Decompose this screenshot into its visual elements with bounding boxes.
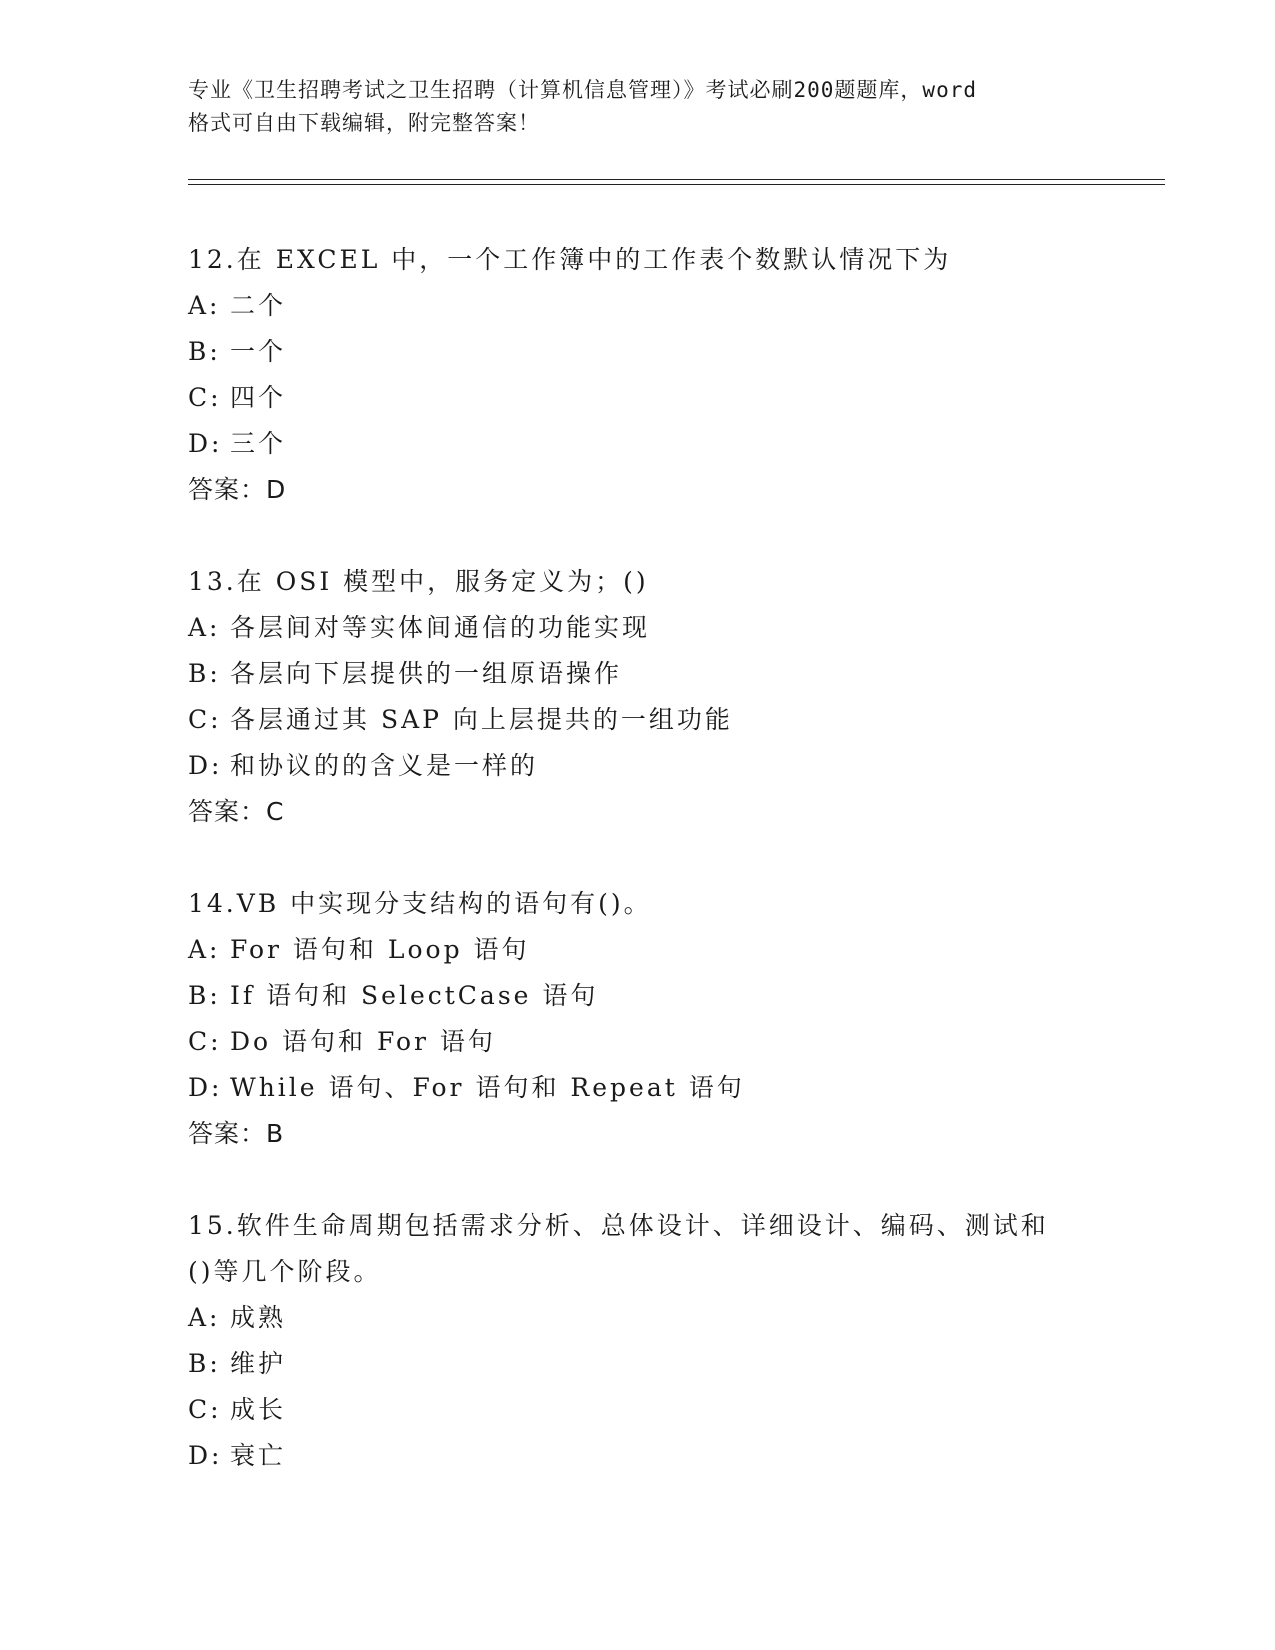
question-stem: 12.在 EXCEL 中，一个工作簿中的工作表个数默认情况下为 <box>188 245 952 274</box>
option-letter: C: <box>188 705 222 734</box>
option-text: 维护 <box>230 1349 287 1378</box>
header-divider-bottom <box>188 184 1165 185</box>
option-letter: D: <box>188 1441 223 1470</box>
option-c <box>188 375 1148 421</box>
question-stem: 13.在 OSI 模型中，服务定义为；() <box>188 567 649 596</box>
option-text: While 语句、For 语句和 Repeat 语句 <box>230 1073 745 1102</box>
option-d <box>188 421 1148 467</box>
option-letter: A: <box>188 935 221 964</box>
option-letter: C: <box>188 1027 222 1056</box>
option-d <box>188 743 1148 789</box>
answer: 答案：D <box>188 475 287 504</box>
answer: 答案：B <box>188 1119 285 1148</box>
option-letter: C: <box>188 1395 222 1424</box>
option-d <box>188 1065 1148 1111</box>
option-letter: A: <box>188 613 221 642</box>
option-text: 一个 <box>230 337 287 366</box>
question-14 <box>188 881 1148 1157</box>
option-text: If 语句和 SelectCase 语句 <box>230 981 599 1010</box>
option-letter: A: <box>188 291 221 320</box>
option-a <box>188 1295 1148 1341</box>
option-letter: B: <box>188 337 221 366</box>
option-letter: B: <box>188 659 221 688</box>
option-letter: A: <box>188 1303 221 1332</box>
answer: 答案：C <box>188 797 285 826</box>
header-divider-top <box>188 179 1165 180</box>
option-text: 二个 <box>230 291 287 320</box>
option-text: 四个 <box>230 383 287 412</box>
option-text: 各层向下层提供的一组原语操作 <box>230 659 623 688</box>
option-text: 各层通过其 SAP 向上层提共的一组功能 <box>230 705 733 734</box>
option-a <box>188 605 1148 651</box>
option-text: 各层间对等实体间通信的功能实现 <box>230 613 651 642</box>
option-c <box>188 697 1148 743</box>
option-a <box>188 283 1148 329</box>
option-letter: D: <box>188 751 223 780</box>
option-b <box>188 1341 1148 1387</box>
option-text: For 语句和 Loop 语句 <box>230 935 530 964</box>
option-text: Do 语句和 For 语句 <box>230 1027 496 1056</box>
option-text: 和协议的的含义是一样的 <box>230 751 539 780</box>
question-15 <box>188 1203 1148 1479</box>
option-text: 衰亡 <box>230 1441 287 1470</box>
question-12 <box>188 237 1148 513</box>
header-line-1: 专业《卫生招聘考试之卫生招聘（计算机信息管理）》考试必刷200题题库，word <box>188 78 977 102</box>
option-d <box>188 1433 1148 1479</box>
option-letter: C: <box>188 383 222 412</box>
option-b <box>188 973 1148 1019</box>
option-b <box>188 329 1148 375</box>
option-text: 成长 <box>230 1395 287 1424</box>
option-a <box>188 927 1148 973</box>
question-list <box>188 237 1148 1525</box>
document-header <box>188 74 1088 140</box>
option-c <box>188 1387 1148 1433</box>
option-text: 三个 <box>230 429 287 458</box>
option-letter: B: <box>188 1349 221 1378</box>
option-letter: B: <box>188 981 221 1010</box>
option-letter: D: <box>188 1073 223 1102</box>
header-line-2: 格式可自由下载编辑，附完整答案！ <box>188 111 540 135</box>
option-c <box>188 1019 1148 1065</box>
option-text: 成熟 <box>230 1303 287 1332</box>
question-13 <box>188 559 1148 835</box>
question-stem: 14.VB 中实现分支结构的语句有()。 <box>188 889 652 918</box>
option-b <box>188 651 1148 697</box>
option-letter: D: <box>188 429 223 458</box>
question-stem: 15.软件生命周期包括需求分析、总体设计、详细设计、编码、测试和()等几个阶段。 <box>188 1211 1049 1286</box>
